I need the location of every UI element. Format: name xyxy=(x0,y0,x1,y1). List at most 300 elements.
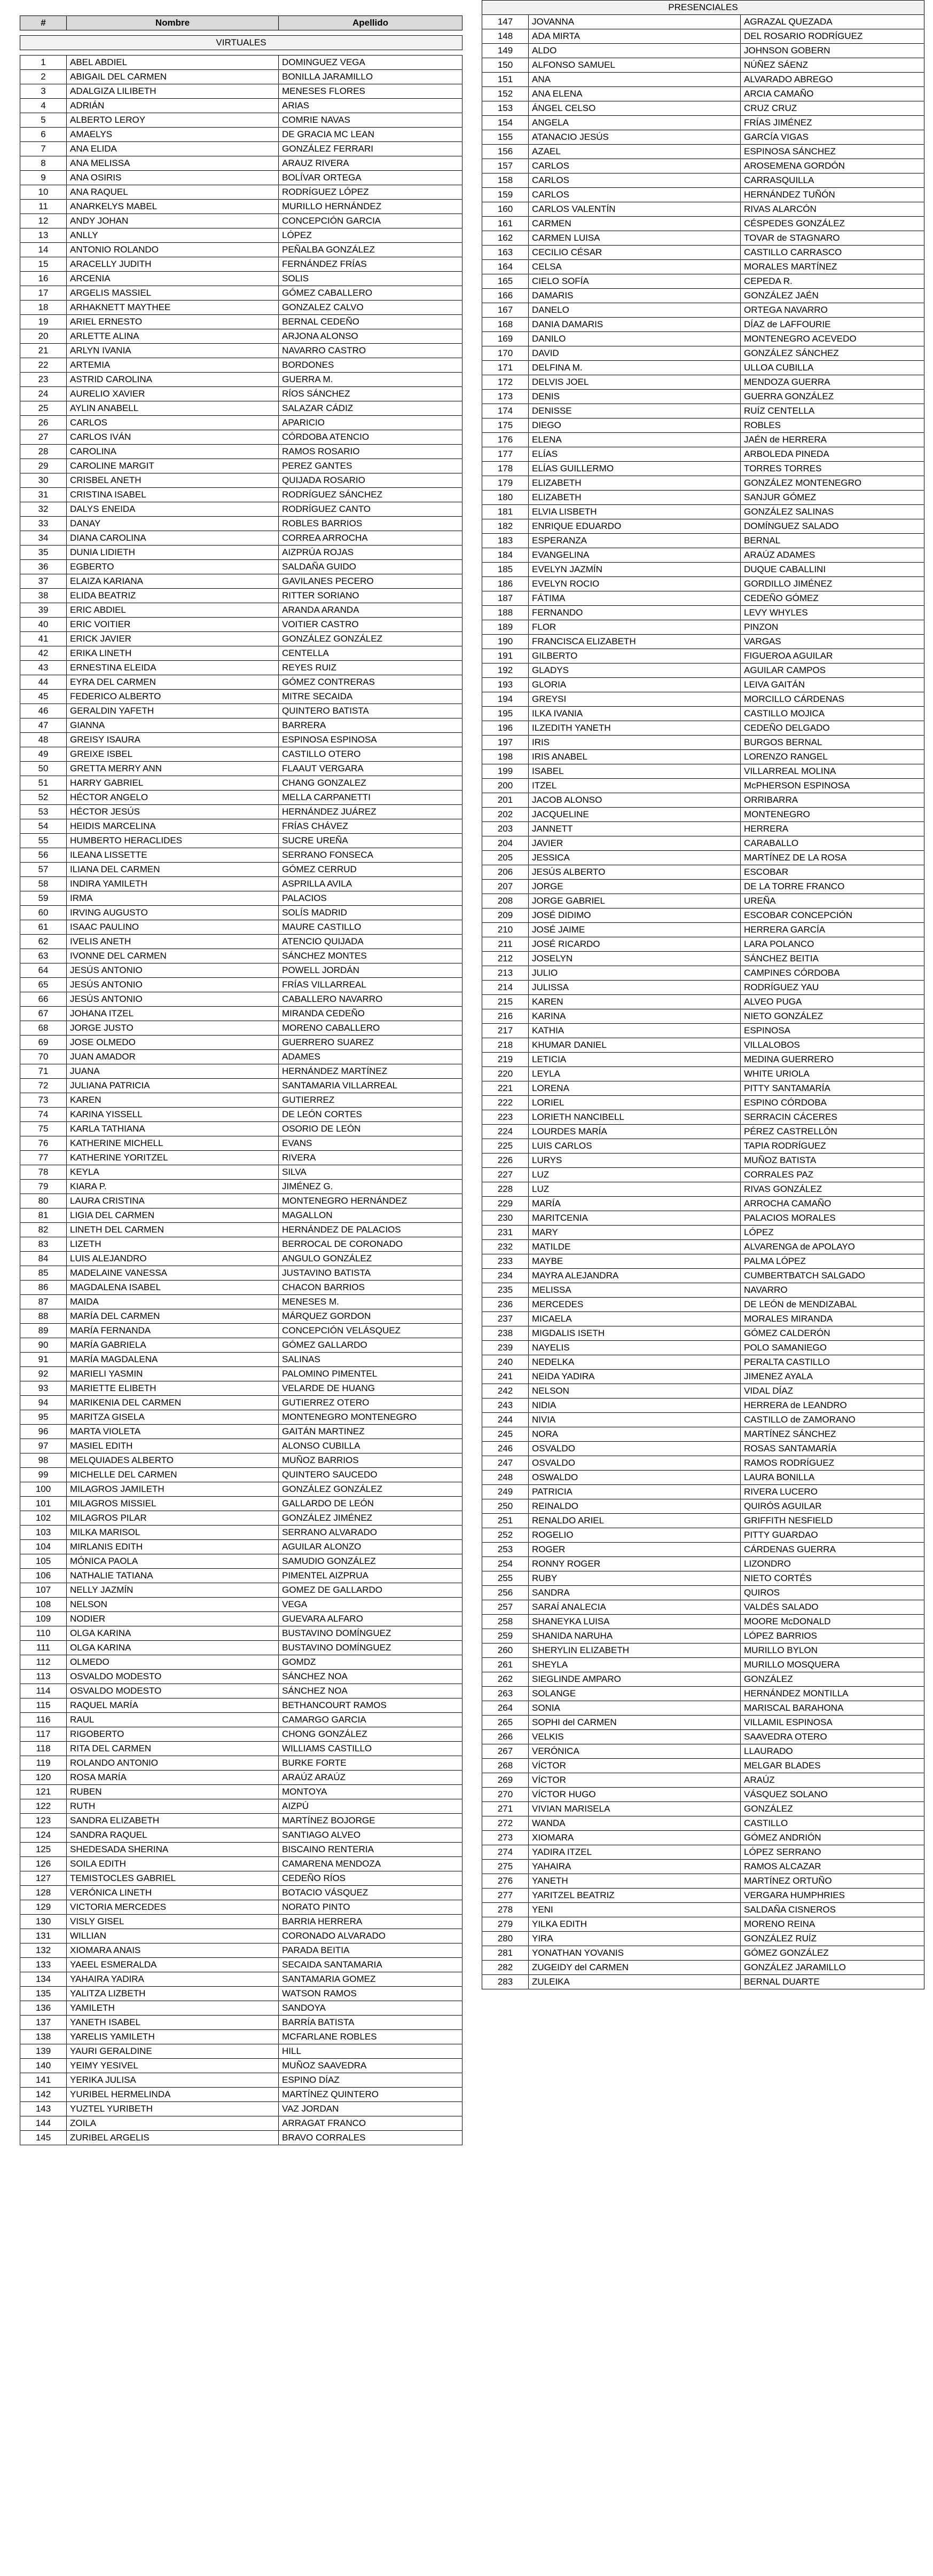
row-apellido: CASTILLO MOJICA xyxy=(741,707,924,721)
row-number: 99 xyxy=(20,1468,67,1482)
table-row xyxy=(482,1009,924,1024)
table-row xyxy=(482,1139,924,1153)
table-row xyxy=(482,159,924,173)
row-number: 199 xyxy=(482,764,529,779)
row-number: 34 xyxy=(20,531,67,546)
row-number: 19 xyxy=(20,315,67,329)
row-number: 49 xyxy=(20,747,67,762)
row-nombre: AURELIO XAVIER xyxy=(67,387,279,401)
row-nombre: LIGIA DEL CARMEN xyxy=(67,1208,279,1223)
row-number: 128 xyxy=(20,1886,67,1900)
row-apellido: HERNÁNDEZ DE PALACIOS xyxy=(279,1223,462,1237)
table-row xyxy=(20,1612,462,1626)
table-row xyxy=(20,1943,462,1958)
row-apellido: MORALES MARTÍNEZ xyxy=(741,260,924,274)
row-number: 6 xyxy=(20,128,67,142)
row-apellido: RODRÍGUEZ YAU xyxy=(741,981,924,995)
row-number: 184 xyxy=(482,548,529,563)
section-row xyxy=(482,1,924,15)
row-nombre: ARACELLY JUDITH xyxy=(67,257,279,272)
row-number: 66 xyxy=(20,992,67,1007)
row-number: 108 xyxy=(20,1598,67,1612)
row-nombre: ELVIA LISBETH xyxy=(529,505,741,519)
table-row xyxy=(482,44,924,58)
row-nombre: ASTRID CAROLINA xyxy=(67,373,279,387)
row-apellido: GUERRA M. xyxy=(279,373,462,387)
row-apellido: BOTACIO VÁSQUEZ xyxy=(279,1886,462,1900)
table-row xyxy=(20,1122,462,1136)
table-row xyxy=(20,2016,462,2030)
row-number: 234 xyxy=(482,1269,529,1283)
table-row xyxy=(20,1165,462,1180)
table-row xyxy=(482,1254,924,1269)
row-number: 274 xyxy=(482,1845,529,1860)
row-number: 27 xyxy=(20,430,67,445)
row-number: 21 xyxy=(20,344,67,358)
table-row xyxy=(482,1802,924,1816)
row-nombre: ERIKA LINETH xyxy=(67,646,279,661)
row-number: 258 xyxy=(482,1615,529,1629)
table-row xyxy=(20,1309,462,1324)
row-apellido: MARISCAL BARAHONA xyxy=(741,1701,924,1716)
row-number: 161 xyxy=(482,217,529,231)
row-number: 151 xyxy=(482,73,529,87)
row-number: 105 xyxy=(20,1554,67,1569)
row-apellido: SILVA xyxy=(279,1165,462,1180)
row-nombre: ARHAKNETT MAYTHEE xyxy=(67,301,279,315)
table-row xyxy=(482,1600,924,1615)
row-apellido: QUINTERO SAUCEDO xyxy=(279,1468,462,1482)
table-row xyxy=(482,29,924,44)
row-apellido: ARIAS xyxy=(279,99,462,113)
row-apellido: LORENZO RANGEL xyxy=(741,750,924,764)
table-row xyxy=(482,1629,924,1643)
row-number: 132 xyxy=(20,1943,67,1958)
row-number: 104 xyxy=(20,1540,67,1554)
table-row xyxy=(20,113,462,128)
table-row xyxy=(482,1370,924,1384)
row-apellido: ALONSO CUBILLA xyxy=(279,1439,462,1453)
row-number: 203 xyxy=(482,822,529,836)
row-number: 230 xyxy=(482,1211,529,1226)
row-apellido: DÍAZ de LAFFOURIE xyxy=(741,318,924,332)
spacer-row xyxy=(20,30,462,36)
row-apellido: DE GRACIA MC LEAN xyxy=(279,128,462,142)
table-row xyxy=(20,675,462,690)
table-row xyxy=(20,1871,462,1886)
row-number: 190 xyxy=(482,635,529,649)
row-nombre: MILAGROS MISSIEL xyxy=(67,1497,279,1511)
row-number: 121 xyxy=(20,1785,67,1799)
row-nombre: OLGA KARINA xyxy=(67,1626,279,1641)
row-number: 26 xyxy=(20,416,67,430)
table-row xyxy=(482,1744,924,1759)
row-nombre: LUIS CARLOS xyxy=(529,1139,741,1153)
table-row xyxy=(482,880,924,894)
row-apellido: CONCEPCIÓN GARCIA xyxy=(279,214,462,228)
row-apellido: ROBLES xyxy=(741,418,924,433)
row-nombre: ILZEDITH YANETH xyxy=(529,721,741,736)
row-nombre: LORIETH NANCIBELL xyxy=(529,1110,741,1125)
row-nombre: CARLOS xyxy=(529,188,741,202)
table-row xyxy=(20,949,462,963)
row-number: 23 xyxy=(20,373,67,387)
table-row xyxy=(482,1643,924,1658)
row-apellido: CHONG GONZÁLEZ xyxy=(279,1727,462,1742)
row-apellido: ORRIBARRA xyxy=(741,793,924,808)
row-number: 89 xyxy=(20,1324,67,1338)
row-apellido: GARCÍA VIGAS xyxy=(741,130,924,145)
row-nombre: YADIRA ITZEL xyxy=(529,1845,741,1860)
row-nombre: DANIA DAMARIS xyxy=(529,318,741,332)
row-apellido: NIETO CORTÉS xyxy=(741,1571,924,1586)
table-row xyxy=(20,1785,462,1799)
table-row xyxy=(482,361,924,375)
table-row xyxy=(20,891,462,906)
row-apellido: GONZÁLEZ RUÍZ xyxy=(741,1932,924,1946)
row-number: 92 xyxy=(20,1367,67,1381)
row-number: 224 xyxy=(482,1125,529,1139)
row-nombre: ANA ELENA xyxy=(529,87,741,101)
table-row xyxy=(482,1312,924,1326)
table-row xyxy=(20,99,462,113)
row-number: 277 xyxy=(482,1888,529,1903)
table-row xyxy=(482,1946,924,1961)
row-nombre: YUZTEL YURIBETH xyxy=(67,2102,279,2116)
table-row xyxy=(20,1050,462,1064)
row-nombre: ISABEL xyxy=(529,764,741,779)
row-apellido: GONZÁLEZ MONTENEGRO xyxy=(741,476,924,491)
table-row xyxy=(482,101,924,116)
row-nombre: RONNY ROGER xyxy=(529,1557,741,1571)
row-nombre: MATILDE xyxy=(529,1240,741,1254)
row-nombre: SHERYLIN ELIZABETH xyxy=(529,1643,741,1658)
row-apellido: CHACON BARRIOS xyxy=(279,1281,462,1295)
row-nombre: DANAY xyxy=(67,517,279,531)
row-number: 107 xyxy=(20,1583,67,1598)
table-row xyxy=(20,1180,462,1194)
row-nombre: DAMARIS xyxy=(529,289,741,303)
row-number: 129 xyxy=(20,1900,67,1915)
table-row xyxy=(20,1064,462,1079)
row-apellido: GONZÁLEZ GONZÁLEZ xyxy=(279,632,462,646)
row-number: 142 xyxy=(20,2088,67,2102)
row-apellido: ESPINOSA ESPINOSA xyxy=(279,733,462,747)
table-row xyxy=(20,1958,462,1972)
row-number: 133 xyxy=(20,1958,67,1972)
table-row xyxy=(20,1295,462,1309)
row-number: 138 xyxy=(20,2030,67,2044)
table-row xyxy=(20,1497,462,1511)
row-apellido: DUQUE CABALLINI xyxy=(741,563,924,577)
row-apellido: VEGA xyxy=(279,1598,462,1612)
row-apellido: TAPIA RODRÍGUEZ xyxy=(741,1139,924,1153)
table-row xyxy=(20,430,462,445)
row-nombre: CARLOS xyxy=(529,173,741,188)
row-nombre: RIGOBERTO xyxy=(67,1727,279,1742)
row-nombre: MARÍA MAGDALENA xyxy=(67,1353,279,1367)
table-row xyxy=(20,2102,462,2116)
row-apellido: MENDOZA GUERRA xyxy=(741,375,924,390)
row-apellido: RIVAS GONZÁLEZ xyxy=(741,1182,924,1197)
row-nombre: YONATHAN YOVANIS xyxy=(529,1946,741,1961)
table-row xyxy=(20,718,462,733)
row-apellido: RAMOS ALCAZAR xyxy=(741,1860,924,1874)
row-number: 61 xyxy=(20,920,67,935)
row-apellido: SALAZAR CÁDIZ xyxy=(279,401,462,416)
table-row xyxy=(482,591,924,606)
table-row xyxy=(20,1324,462,1338)
row-number: 9 xyxy=(20,171,67,185)
row-number: 106 xyxy=(20,1569,67,1583)
row-apellido: MEDINA GUERRERO xyxy=(741,1053,924,1067)
row-nombre: ILKA IVANIA xyxy=(529,707,741,721)
table-row xyxy=(20,329,462,344)
row-number: 225 xyxy=(482,1139,529,1153)
row-number: 147 xyxy=(482,15,529,29)
virtuales-table xyxy=(20,15,462,2145)
table-row xyxy=(20,2088,462,2102)
row-apellido: ARAÚZ ADAMES xyxy=(741,548,924,563)
row-number: 214 xyxy=(482,981,529,995)
table-row xyxy=(20,805,462,819)
row-nombre: PATRICIA xyxy=(529,1485,741,1499)
row-nombre: JOSE OLMEDO xyxy=(67,1036,279,1050)
row-apellido: GÓMEZ CERRUD xyxy=(279,863,462,877)
table-row xyxy=(482,851,924,865)
row-number: 213 xyxy=(482,966,529,981)
table-row xyxy=(20,1814,462,1828)
row-apellido: MORENO REINA xyxy=(741,1917,924,1932)
row-apellido: HERRERA de LEANDRO xyxy=(741,1398,924,1413)
row-apellido: AGUILAR ALONZO xyxy=(279,1540,462,1554)
row-number: 176 xyxy=(482,433,529,447)
row-number: 180 xyxy=(482,491,529,505)
row-apellido: DE LEÓN CORTES xyxy=(279,1108,462,1122)
row-apellido: CUMBERTBATCH SALGADO xyxy=(741,1269,924,1283)
row-apellido: ARBOLEDA PINEDA xyxy=(741,447,924,462)
row-number: 282 xyxy=(482,1961,529,1975)
row-nombre: DANILO xyxy=(529,332,741,346)
row-nombre: YANETH ISABEL xyxy=(67,2016,279,2030)
row-apellido: ORTEGA NAVARRO xyxy=(741,303,924,318)
row-number: 283 xyxy=(482,1975,529,1989)
row-nombre: CARLOS xyxy=(529,159,741,173)
row-nombre: HÉCTOR JESÚS xyxy=(67,805,279,819)
table-row xyxy=(482,534,924,548)
table-row xyxy=(20,1353,462,1367)
row-number: 237 xyxy=(482,1312,529,1326)
row-nombre: MARIETTE ELIBETH xyxy=(67,1381,279,1396)
row-nombre: DIANA CAROLINA xyxy=(67,531,279,546)
table-row xyxy=(20,1972,462,1987)
row-apellido: AIZPRÚA ROJAS xyxy=(279,546,462,560)
row-apellido: PITTY SANTAMARÍA xyxy=(741,1081,924,1096)
row-number: 46 xyxy=(20,704,67,718)
row-apellido: SOLIS xyxy=(279,272,462,286)
row-apellido: WILLIAMS CASTILLO xyxy=(279,1742,462,1756)
table-row xyxy=(20,84,462,99)
row-number: 77 xyxy=(20,1151,67,1165)
row-nombre: EVANGELINA xyxy=(529,548,741,563)
row-nombre: JESÚS ALBERTO xyxy=(529,865,741,880)
row-apellido: GONZÁLEZ xyxy=(741,1672,924,1687)
row-apellido: GONZALEZ CALVO xyxy=(279,301,462,315)
row-nombre: JOHANA ITZEL xyxy=(67,1007,279,1021)
row-number: 236 xyxy=(482,1298,529,1312)
row-number: 227 xyxy=(482,1168,529,1182)
row-apellido: MURILLO HERNÁNDEZ xyxy=(279,200,462,214)
table-row xyxy=(482,1110,924,1125)
row-apellido: RIVERA LUCERO xyxy=(741,1485,924,1499)
row-number: 86 xyxy=(20,1281,67,1295)
table-row xyxy=(20,747,462,762)
row-nombre: LUIS ALEJANDRO xyxy=(67,1252,279,1266)
row-nombre: GREIXE ISBEL xyxy=(67,747,279,762)
row-apellido: GUTIERREZ OTERO xyxy=(279,1396,462,1410)
row-number: 15 xyxy=(20,257,67,272)
table-row xyxy=(482,1903,924,1917)
row-number: 72 xyxy=(20,1079,67,1093)
row-nombre: DUNIA LIDIETH xyxy=(67,546,279,560)
row-number: 171 xyxy=(482,361,529,375)
row-number: 44 xyxy=(20,675,67,690)
row-number: 63 xyxy=(20,949,67,963)
row-number: 260 xyxy=(482,1643,529,1658)
row-number: 148 xyxy=(482,29,529,44)
row-number: 198 xyxy=(482,750,529,764)
table-row xyxy=(482,1759,924,1773)
row-apellido: APARICIO xyxy=(279,416,462,430)
row-apellido: MITRE SECAIDA xyxy=(279,690,462,704)
table-row xyxy=(20,1684,462,1698)
table-row xyxy=(20,603,462,618)
row-nombre: GERALDIN YAFETH xyxy=(67,704,279,718)
row-number: 233 xyxy=(482,1254,529,1269)
row-nombre: KARINA YISSELL xyxy=(67,1108,279,1122)
row-nombre: GLORIA xyxy=(529,678,741,692)
section-virtuales: VIRTUALES xyxy=(20,36,462,50)
row-apellido: SECAIDA SANTAMARIA xyxy=(279,1958,462,1972)
row-nombre: JACOB ALONSO xyxy=(529,793,741,808)
row-apellido: BORDONES xyxy=(279,358,462,373)
row-apellido: LARA POLANCO xyxy=(741,937,924,952)
row-number: 195 xyxy=(482,707,529,721)
row-apellido: SANJUR GÓMEZ xyxy=(741,491,924,505)
row-number: 231 xyxy=(482,1226,529,1240)
row-number: 62 xyxy=(20,935,67,949)
table-row xyxy=(482,1932,924,1946)
row-number: 152 xyxy=(482,87,529,101)
row-nombre: FERNANDO xyxy=(529,606,741,620)
row-nombre: ELIDA BEATRIZ xyxy=(67,589,279,603)
row-apellido: MUÑOZ BATISTA xyxy=(741,1153,924,1168)
row-nombre: OSVALDO xyxy=(529,1442,741,1456)
row-nombre: ADRIÁN xyxy=(67,99,279,113)
row-apellido: SALDAÑA CISNEROS xyxy=(741,1903,924,1917)
row-number: 166 xyxy=(482,289,529,303)
row-apellido: NAVARRO xyxy=(741,1283,924,1298)
row-number: 8 xyxy=(20,156,67,171)
row-nombre: YILKA EDITH xyxy=(529,1917,741,1932)
row-apellido: ARAÚZ xyxy=(741,1773,924,1788)
row-nombre: VISLY GISEL xyxy=(67,1915,279,1929)
row-number: 38 xyxy=(20,589,67,603)
table-row xyxy=(20,2059,462,2073)
row-number: 162 xyxy=(482,231,529,246)
table-row xyxy=(482,1168,924,1182)
table-row xyxy=(20,1079,462,1093)
row-number: 165 xyxy=(482,274,529,289)
row-nombre: MIGDALIS ISETH xyxy=(529,1326,741,1341)
row-nombre: JOSÉ DIDIMO xyxy=(529,908,741,923)
row-apellido: SANTIAGO ALVEO xyxy=(279,1828,462,1843)
table-row xyxy=(482,1499,924,1514)
row-apellido: LÓPEZ xyxy=(741,1226,924,1240)
row-apellido: VOITIER CASTRO xyxy=(279,618,462,632)
table-row xyxy=(482,318,924,332)
row-number: 179 xyxy=(482,476,529,491)
row-nombre: MAIDA xyxy=(67,1295,279,1309)
table-row xyxy=(20,1151,462,1165)
row-nombre: IVELIS ANETH xyxy=(67,935,279,949)
row-nombre: NEDELKA xyxy=(529,1355,741,1370)
row-number: 96 xyxy=(20,1425,67,1439)
row-number: 37 xyxy=(20,574,67,589)
row-apellido: MOORE McDONALD xyxy=(741,1615,924,1629)
row-apellido: RIVAS ALARCÓN xyxy=(741,202,924,217)
table-row xyxy=(482,1197,924,1211)
row-nombre: CARLOS xyxy=(67,416,279,430)
row-number: 40 xyxy=(20,618,67,632)
row-nombre: CELSA xyxy=(529,260,741,274)
table-row xyxy=(482,1283,924,1298)
row-number: 32 xyxy=(20,502,67,517)
table-row xyxy=(20,1742,462,1756)
row-apellido: MURILLO MOSQUERA xyxy=(741,1658,924,1672)
row-nombre: CRISBEL ANETH xyxy=(67,473,279,488)
row-apellido: ALVARADO ABREGO xyxy=(741,73,924,87)
row-apellido: SOLÍS MADRID xyxy=(279,906,462,920)
row-apellido: ANGULO GONZÁLEZ xyxy=(279,1252,462,1266)
table-row xyxy=(20,1281,462,1295)
row-number: 275 xyxy=(482,1860,529,1874)
row-number: 271 xyxy=(482,1802,529,1816)
row-apellido: BERNAL CEDEÑO xyxy=(279,315,462,329)
row-number: 111 xyxy=(20,1641,67,1655)
row-apellido: ARAUZ RIVERA xyxy=(279,156,462,171)
row-apellido: CEPEDA R. xyxy=(741,274,924,289)
row-nombre: OSWALDO xyxy=(529,1471,741,1485)
table-row xyxy=(20,1857,462,1871)
row-nombre: JUAN AMADOR xyxy=(67,1050,279,1064)
row-apellido: DEL ROSARIO RODRÍGUEZ xyxy=(741,29,924,44)
row-nombre: RAQUEL MARÍA xyxy=(67,1698,279,1713)
table-row xyxy=(482,563,924,577)
row-nombre: YEIMY YESIVEL xyxy=(67,2059,279,2073)
table-row xyxy=(482,476,924,491)
row-nombre: FLOR xyxy=(529,620,741,635)
row-nombre: VERÓNICA LINETH xyxy=(67,1886,279,1900)
row-nombre: JANNETT xyxy=(529,822,741,836)
row-apellido: CASTILLO CARRASCO xyxy=(741,246,924,260)
table-row xyxy=(482,937,924,952)
row-number: 47 xyxy=(20,718,67,733)
row-apellido: HERRERA xyxy=(741,822,924,836)
row-number: 243 xyxy=(482,1398,529,1413)
row-nombre: EVELYN ROCIO xyxy=(529,577,741,591)
row-number: 265 xyxy=(482,1716,529,1730)
